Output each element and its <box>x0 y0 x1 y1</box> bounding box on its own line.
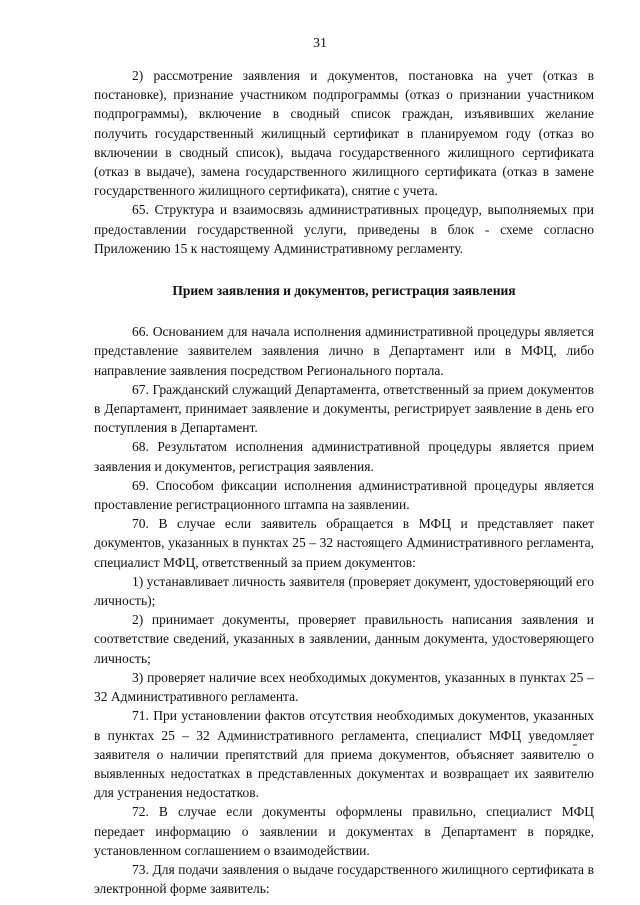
paragraph: 70. В случае если заявитель обращается в МФЦ и представляет пакет документов, указанных в пунктах 25 – 32 настоящего Административного регламента, специалист МФЦ, ответственный за прием документов: <box>94 516 594 570</box>
paragraph: 73. Для подачи заявления о выдаче государственного жилищного сертификата в электронной форме заявитель: <box>94 861 594 897</box>
paragraph: 72. В случае если документы оформлены правильно, специалист МФЦ передает информацию о заявлении и документах в Департамент в порядке, установленном соглашением о взаимодействии. <box>94 804 594 858</box>
page-number: 31 <box>313 36 327 51</box>
paragraph: 66. Основанием для начала исполнения административной процедуры является представление заявителем заявления лично в Департамент или в МФЦ, либо направление заявления посредством Регионального портала. <box>94 324 594 378</box>
list-item: 2) принимает документы, проверяет правильность написания заявления и соответствие сведений, указанных в заявлении, данным документа, удостоверяющего личность; <box>94 612 594 666</box>
section-heading: Прием заявления и документов, регистрация заявления <box>172 283 516 299</box>
document-body <box>94 66 594 898</box>
paragraph: 71. При установлении фактов отсутствия необходимых документов, указанных в пунктах 25 – 32 Административного регламента, специалист МФЦ уведомляет заявителя о наличии препятствий для приема документов, объясняет заявителю о выявленных недостатках в представленных документах и возвращает их заявителю для устранения недостатков. <box>94 708 594 801</box>
paragraph: 65. Структура и взаимосвязь административных процедур, выполняемых при предоставлении государственной услуги, приведены в блок - схеме согласно Приложению 15 к настоящему Административному регламенту. <box>94 202 594 256</box>
scan-mark <box>573 744 577 746</box>
list-item: 3) проверяет наличие всех необходимых документов, указанных в пунктах 25 – 32 Административного регламента. <box>94 669 594 705</box>
list-item: 1) устанавливает личность заявителя (проверяет документ, удостоверяющий его личность); <box>94 573 594 609</box>
paragraph: 69. Способом фиксации исполнения административной процедуры является проставление регистрационного штампа на заявлении. <box>94 477 594 513</box>
paragraph: 68. Результатом исполнения административной процедуры является прием заявления и документов, регистрация заявления. <box>94 439 594 474</box>
paragraph: 2) рассмотрение заявления и документов, постановка на учет (отказ в постановке), признание участником подпрограммы (отказ о признании участником подпрограммы), включение в сводный список граждан, изъявивших желание получить государственный жилищный сертификат в планируемом году (отказ во включении в сводный список), выдача государственного жилищного сертификата (отказ в выдаче), замена государственного жилищного сертификата (отказ в замене государственного жилищного сертификата), снятие с учета. <box>94 68 594 199</box>
paragraph: 67. Гражданский служащий Департамента, ответственный за прием документов в Департамент, принимает заявление и документы, регистрирует заявление в день его поступления в Департамент. <box>94 381 594 436</box>
